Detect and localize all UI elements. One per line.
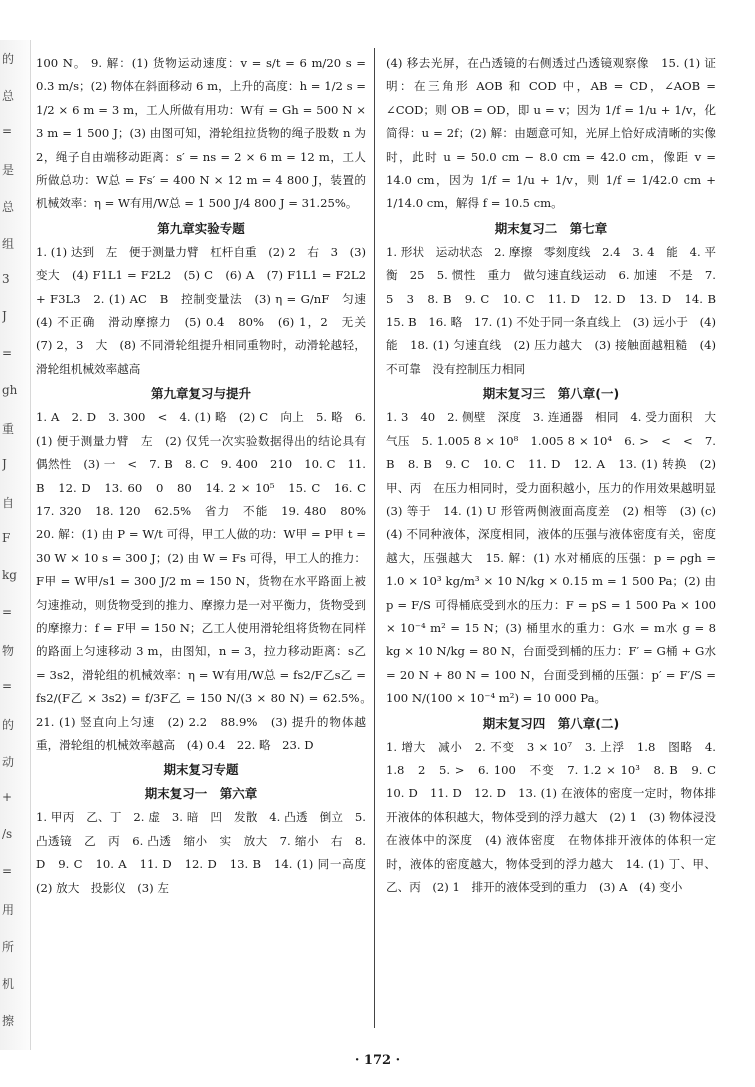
answer-paragraph: 1. 增大 减小 2. 不变 3 × 10⁷ 3. 上浮 1.8 图略 4. 1.8 2 5. > 6. 100 不变 7. 1.2 × 10³ 8. B 9. C 10. D 11. D 12. D 13. (1) 在液体的密度一定时，物体排开液体的体积越大，物体受到的浮力越大 (2) 1 (3) 物体浸没在液体中的深度 (4) 液体密度 在物体排开液体的体积一定时，液体的密度越大，物体受到的浮力越大 14. (1) 丁、甲、乙、丙 (2) 1 排开的液体受到的重力 (3) A (4) 变小 [386, 739, 728, 894]
margin-fragment: F [2, 531, 11, 545]
margin-fragment: 3 [2, 272, 10, 286]
section-heading: 期末复习一 第六章 [144, 786, 258, 802]
margin-fragment: 总 [2, 200, 15, 214]
margin-fragment: 用 [2, 903, 15, 917]
left-column [36, 52, 378, 900]
margin-fragment: = [2, 605, 13, 619]
margin-fragment: 物 [2, 644, 15, 658]
answer-paragraph: 1. 形状 运动状态 2. 摩擦 零刻度线 2.4 3. 4 能 4. 平衡 25 5. 惯性 重力 做匀速直线运动 6. 加速 不是 7. 5 3 8. B 9. C 10. C 11. D 12. D 13. D 14. B 15. B 16. 略 17. (1) 不处于同一条直线上 (3) 远小于 (4) 能 18. (1) 匀速直线 (2) 压力越大 (3) 接触面越粗糙 (4) 不可靠 没有控制压力相同 [386, 244, 728, 376]
margin-fragment: J [2, 457, 7, 471]
margin-fragment: 动 [2, 755, 15, 769]
margin-fragment: kg [2, 568, 17, 582]
margin-fragment: /s [2, 827, 13, 841]
section-heading: 期末复习专题 [163, 762, 239, 778]
margin-fragment: + [2, 790, 13, 804]
margin-fragment: gh [2, 383, 18, 397]
margin-fragment: = [2, 124, 13, 138]
margin-fragment: 总 [2, 89, 15, 103]
right-column [386, 52, 728, 899]
answer-paragraph: 1. (1) 达到 左 便于测量力臂 杠杆自重 (2) 2 右 3 (3) 变大 (4) F1L1 = F2L2 (5) C (6) A (7) F1L1 = F2L2 + F3L3 2. (1) AC B 控制变量法 (3) η = G/nF 匀速 (4) 不正确 滑动摩擦力 (5) 0.4 80% (6) 1，2 无关 (7) 2，3 大 (8) 不同滑轮组提升相同重物时，动滑轮越轻，滑轮组机械效率越高 [36, 244, 378, 376]
answer-paragraph: 1. 甲丙 乙、丁 2. 虚 3. 暗 凹 发散 4. 凸透 倒立 5. 凸透镜 乙 丙 6. 凸透 缩小 实 放大 7. 缩小 右 8. D 9. C 10. A 11. D 12. D 13. B 14. (1) 同一高度 (2) 放大 投影仪 (3) 左 [36, 810, 378, 895]
section-heading: 第九章实验专题 [157, 220, 245, 236]
section-heading: 第九章复习与提升 [150, 386, 251, 402]
margin-fragment: 所 [2, 940, 15, 954]
answer-paragraph: 100 N。 9. 解：(1) 货物运动速度：v = s/t = 6 m/20 s = 0.3 m/s；(2) 物体在斜面移动 6 m，上升的高度：h = 1/2 s = 1/2 × 6 m = 3 m，工人所做有用功：W有 = Gh = 500 N × 3 m = 1 500 J；(3) 由图可知，滑轮组拉货物的绳子股数 n 为 2，绳子自由端移动距离：s′ = ns = 2 × 6 m = 12 m，工人所做总功：W总 = Fs′ = 400 N × 12 m = 4 800 J，装置的机械效率：η = W有用/W总 = 1 500 J/4 800 J = 31.25%。 [36, 56, 366, 211]
section-heading: 期末复习四 第八章(二) [482, 715, 620, 731]
margin-fragment: J [2, 309, 7, 323]
margin-fragment: = [2, 864, 13, 878]
margin-fragment: 擦 [2, 1014, 15, 1028]
section-heading: 期末复习三 第八章(一) [482, 386, 620, 402]
margin-fragment: 机 [2, 977, 15, 991]
margin-fragment: 的 [2, 718, 15, 732]
column-divider [374, 48, 375, 1028]
page-number: · 172 · [354, 1053, 401, 1068]
margin-fragment: 的 [2, 52, 15, 66]
margin-fragment: = [2, 346, 13, 360]
margin-fragment: 重 [2, 422, 15, 436]
section-heading: 期末复习二 第七章 [494, 220, 608, 236]
margin-fragment: 是 [2, 163, 15, 177]
answer-paragraph: 1. 3 40 2. 侧壁 深度 3. 连通器 相同 4. 受力面积 大气压 5. 1.005 8 × 10⁸ 1.005 8 × 10⁴ 6. > < < 7. B 8. B 9. C 10. C 11. D 12. A 13. (1) 转换 (2) 甲、丙 在压力相同时，受力面积越小，压力的作用效果越明显 (3) 等于 14. (1) U 形管两侧液面高度差 (2) 相等 (3) (c) (4) 不同种液体，深度相同，液体的压强与液体密度有关，密度越大，压强越大 15. 解：(1) 水对桶底的压强：p = ρgh = 1.0 × 10³ kg/m³ × 10 N/kg × 0.15 m = 1 500 Pa；(2) 由 p = F/S 可得桶底受到水的压力：F = pS = 1 500 Pa × 100 × 10⁻⁴ m² = 15 N；(3) 桶里水的重力：G水 = m水 g = 8 kg × 10 N/kg = 80 N，台面受到桶的压力：F′ = G桶 + G水 = 20 N + 80 N = 100 N，台面受到桶的压强：p′ = F′/S = 100 N/(100 × 10⁻⁴ m²) = 10 000 Pa。 [386, 410, 728, 706]
margin-fragment: 自 [2, 496, 15, 510]
answer-paragraph: 1. A 2. D 3. 300 < 4. (1) 略 (2) C 向上 5. 略 6. (1) 便于测量力臂 左 (2) 仅凭一次实验数据得出的结论具有偶然性 (3) 一 < 7. B 8. C 9. 400 210 10. C 11. B 12. D 13. 60 0 80 14. 2 × 10⁵ 15. C 16. C 17. 320 18. 120 62.5% 省力 不能 19. 480 80% 20. 解：(1) 由 P = W/t 可得，甲工人做的功：W甲 = P甲 t = 30 W × 10 s = 300 J；(2) 由 W = Fs 可得，甲工人的推力：F甲 = W甲/s1 = 300 J/2 m = 150 N，货物在水平路面上被匀速推动，则货物受到的推力、摩擦力是一对平衡力，货物受到的摩擦力：f = F甲 = 150 N；乙工人使用滑轮组将货物在同样的路面上匀速移动 3 m，由图知，n = 3，拉力移动距离：s乙 = 3s2，滑轮组的机械效率：η = W有用/W总 = fs2/F乙s乙 = fs2/(F乙 × 3s2) = f/3F乙 = 150 N/(3 × 80 N) = 62.5%。 21. (1) 竖直向上匀速 (2) 2.2 88.9% (3) 提升的物体越重，滑轮组的机械效率越高 (4) 0.4 22. 略 23. D [36, 410, 378, 752]
margin-fragment: 组 [2, 237, 15, 251]
margin-fragment: = [2, 679, 13, 693]
answer-paragraph: (4) 移去光屏，在凸透镜的右侧透过凸透镜观察像 15. (1) 证明：在三角形 AOB 和 COD 中，AB = CD，∠AOB = ∠COD；则 OB = OD，即 u = v；因为 1/f = 1/u + 1/v，化简得：u = 2f；(2) 解：由题意可知，光屏上恰好成清晰的实像时，此时 u = 50.0 cm − 8.0 cm = 42.0 cm，像距 v = 14.0 cm，因为 1/f = 1/u + 1/v，则 1/f = 1/42.0 cm + 1/14.0 cm，解得 f = 10.5 cm。 [386, 56, 716, 211]
left-margin-strip [0, 40, 31, 1050]
